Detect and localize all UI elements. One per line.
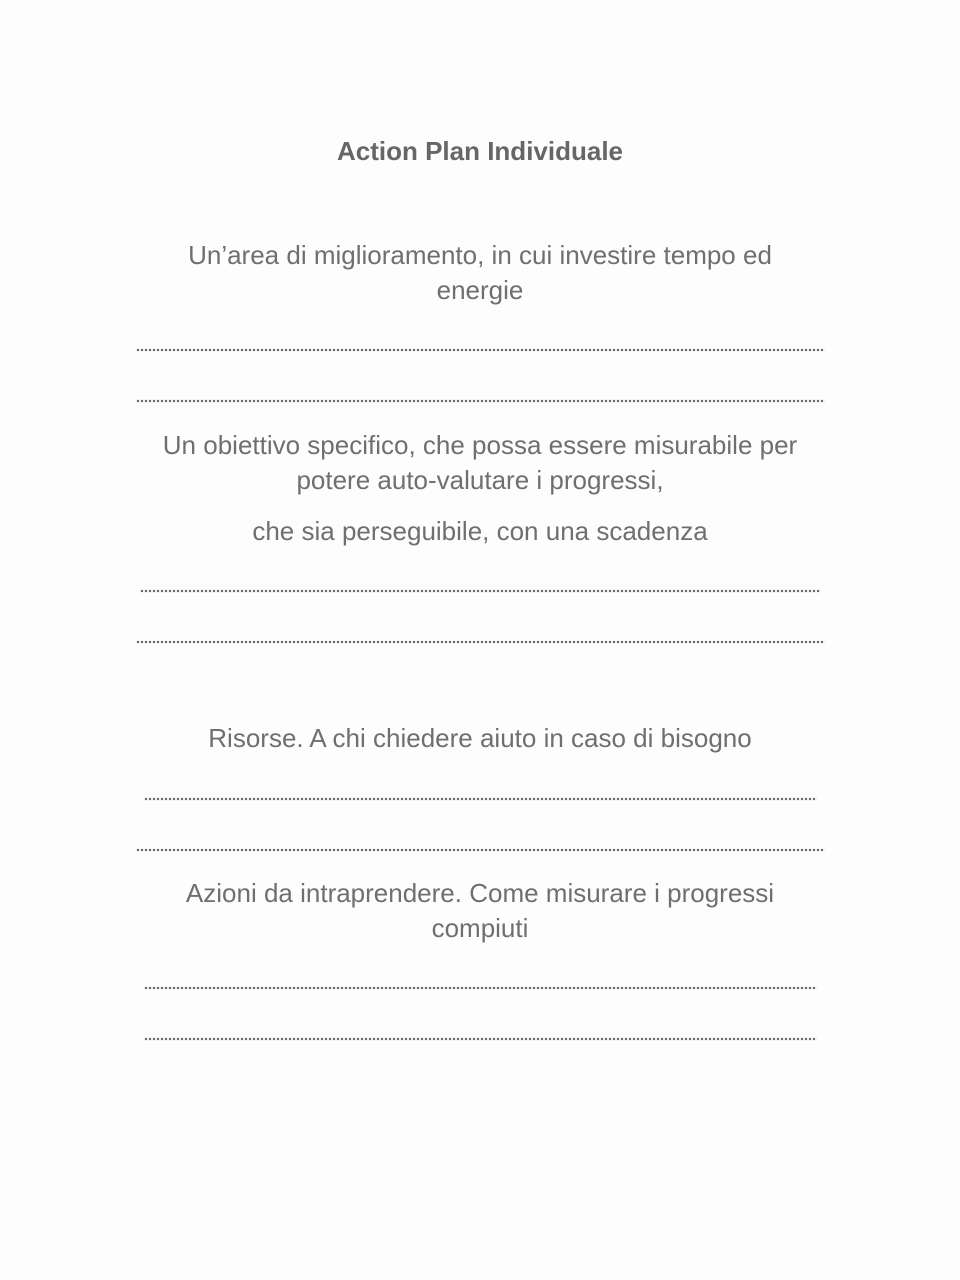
section-2-prompt — [120, 428, 840, 498]
section-4-fill-line-1[interactable] — [144, 986, 817, 990]
page-title: Action Plan Individuale — [336, 136, 624, 166]
section-4-prompt-line-2: compiuti — [431, 913, 529, 943]
section-3-fill-line-1[interactable] — [144, 797, 817, 801]
section-1-prompt — [120, 238, 840, 308]
section-3-fill-line-2[interactable] — [136, 848, 825, 852]
section-4-prompt — [120, 876, 840, 946]
section-2-prompt-line-2: potere auto-valutare i progressi, — [296, 465, 664, 495]
section-2-prompt-line-1: Un obiettivo specifico, che possa essere misurabile per — [162, 430, 798, 460]
section-2-fill-line-1[interactable] — [140, 589, 821, 593]
section-4-prompt-line-1: Azioni da intraprendere. Come misurare i progressi — [185, 878, 775, 908]
section-2-fill-line-2[interactable] — [136, 640, 825, 644]
section-4-fill-line-2[interactable] — [144, 1037, 817, 1041]
section-3-prompt — [120, 721, 840, 756]
section-1-prompt-line-1: Un’area di miglioramento, in cui investire tempo ed — [188, 240, 772, 270]
section-1-fill-line-2[interactable] — [136, 399, 825, 403]
section-3-prompt-line-1: Risorse. A chi chiedere aiuto in caso di bisogno — [208, 723, 752, 753]
section-2-sub-prompt: che sia perseguibile, con una scadenza — [252, 516, 708, 546]
section-1-prompt-line-2: energie — [436, 275, 524, 305]
section-1-fill-line-1[interactable] — [136, 348, 825, 352]
